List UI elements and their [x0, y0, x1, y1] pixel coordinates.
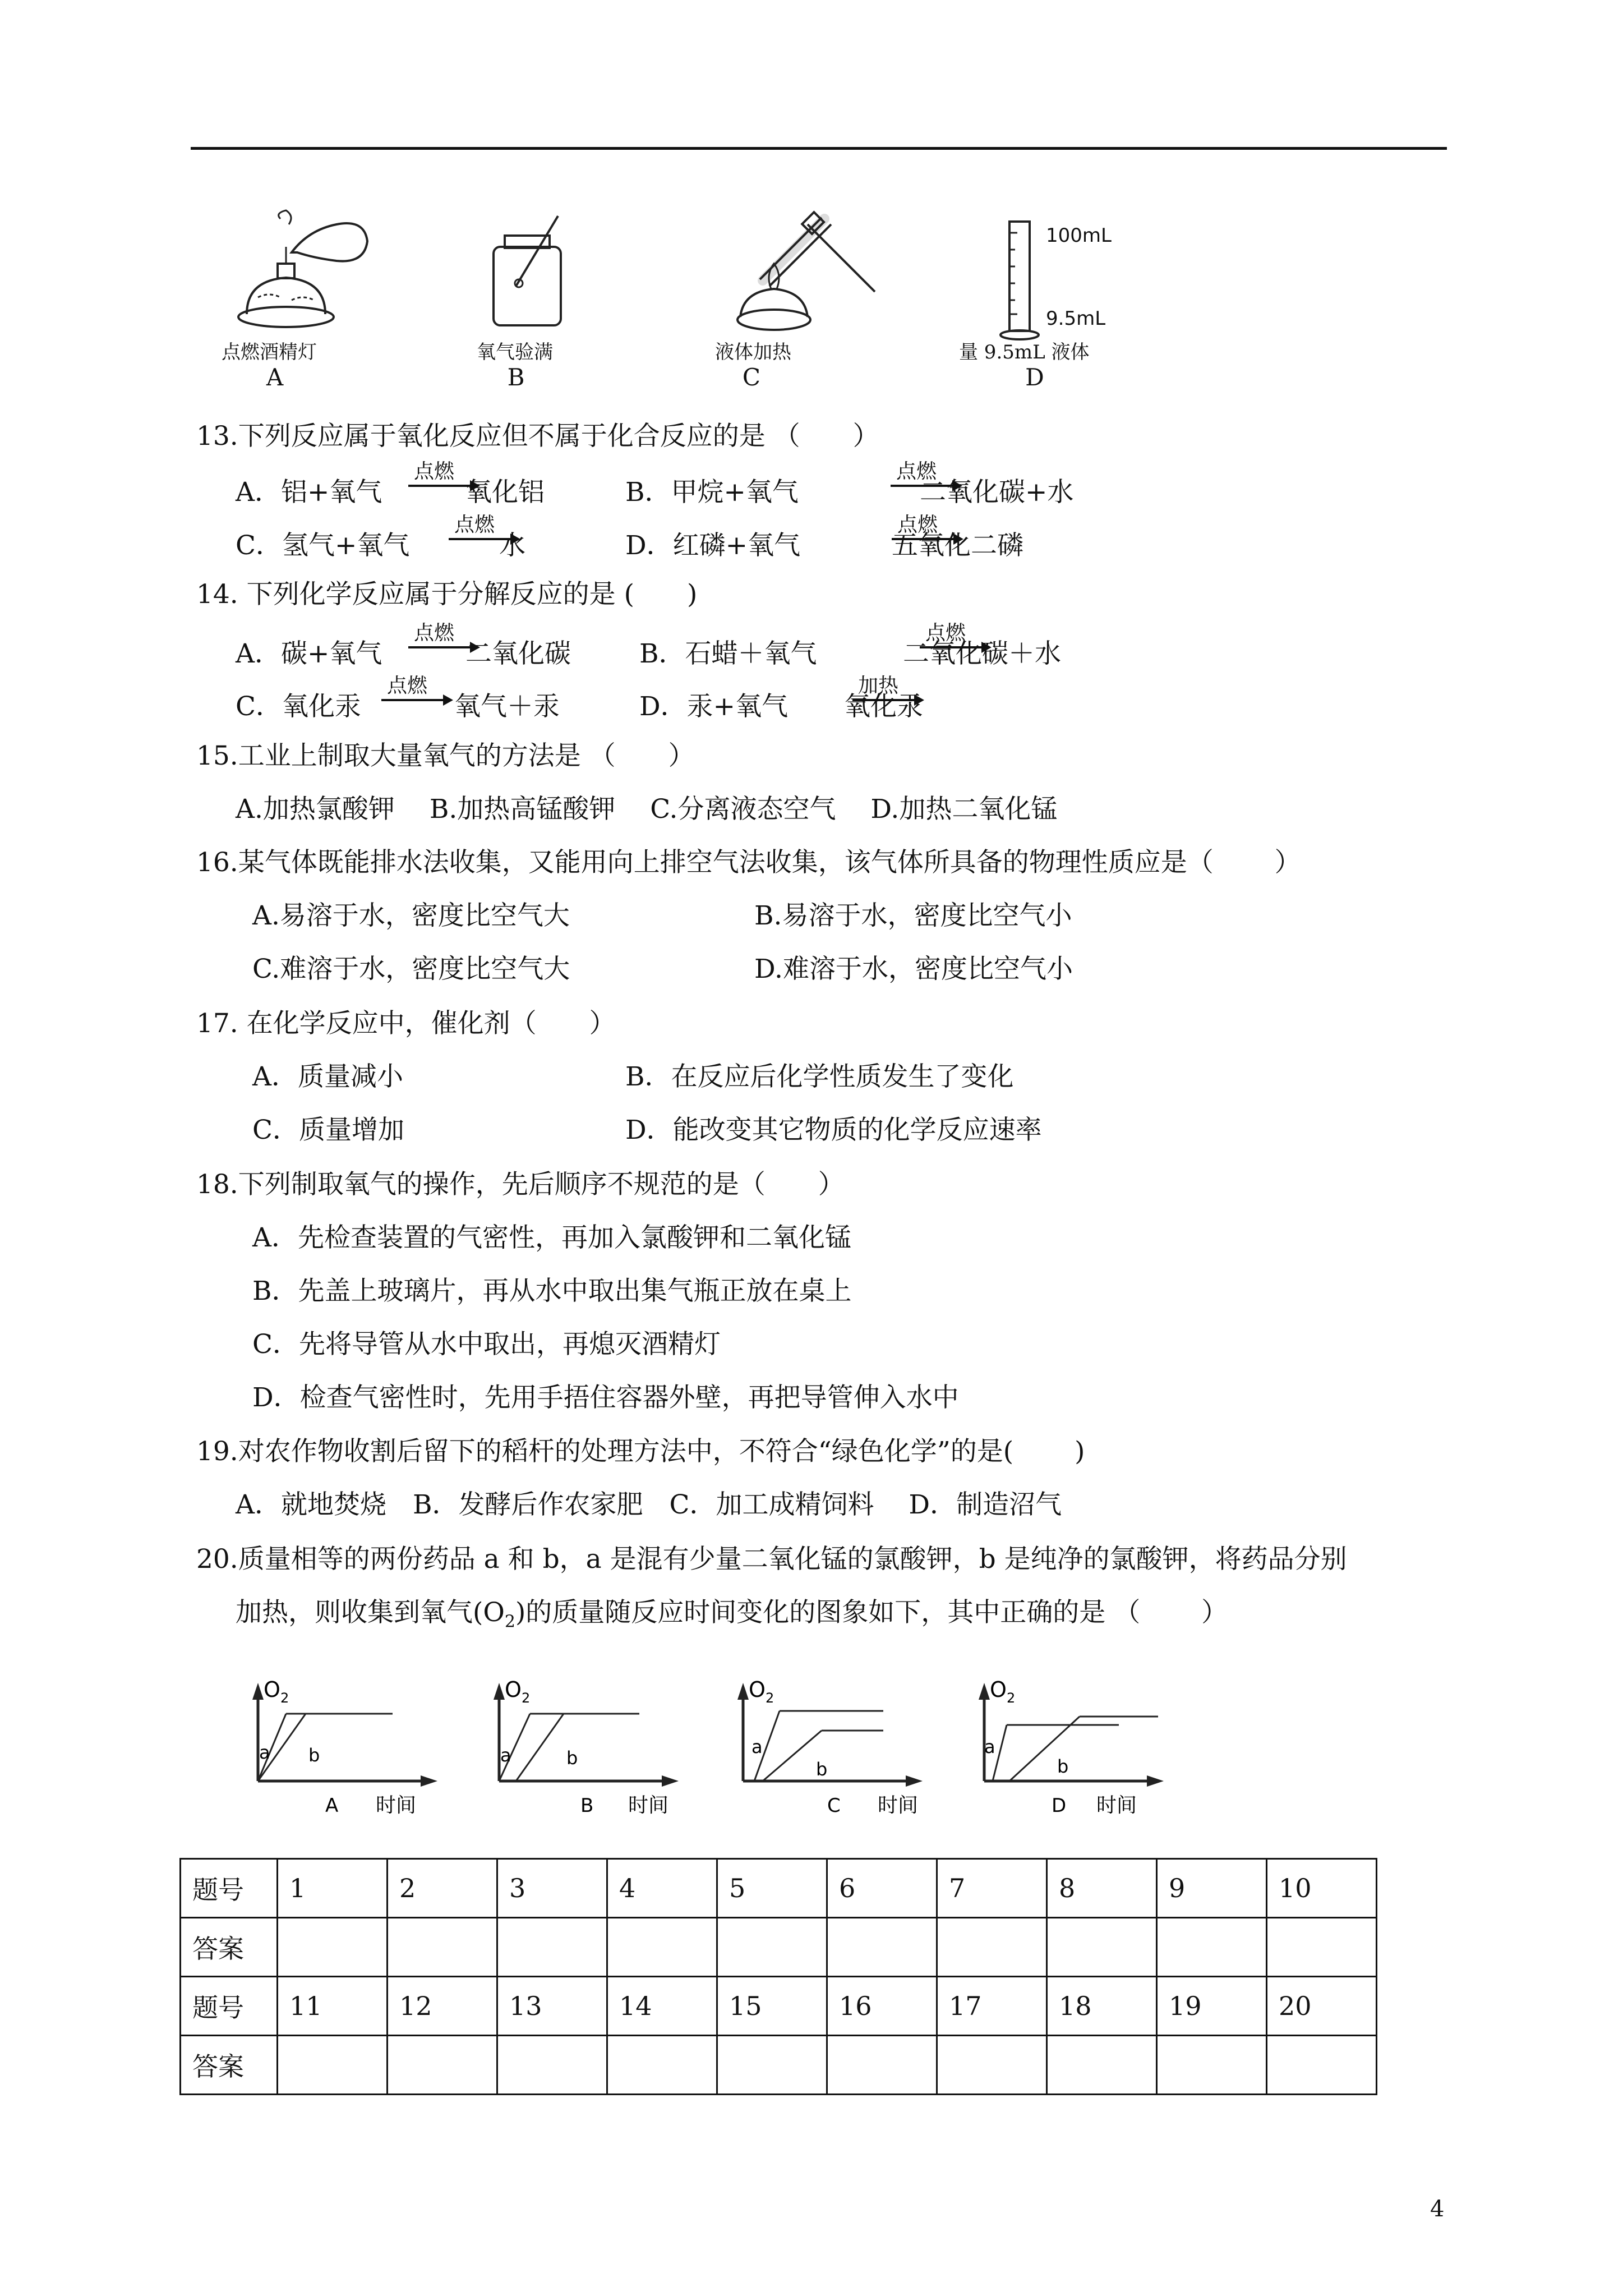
table-cell: 4 [607, 1859, 717, 1918]
answer-cell[interactable] [937, 2036, 1047, 2095]
q13-c-right: 水 [499, 530, 525, 561]
caption-a: 点燃酒精灯 [222, 341, 317, 364]
table-cell: 17 [937, 1977, 1047, 2036]
graph-d [973, 1677, 1186, 1823]
answer-cell[interactable] [1267, 2036, 1377, 2095]
graph-a-x-label: 时间 [376, 1794, 417, 1817]
q14-c-arrow [381, 675, 454, 709]
graph-c-x-label: 时间 [878, 1794, 919, 1817]
q16-option-a: A.易溶于水，密度比空气大 [252, 900, 570, 931]
table-cell: 12 [388, 1977, 497, 2036]
q18-option-a: A．先检查装置的气密性，再加入氯酸钾和二氧化锰 [252, 1222, 851, 1253]
table-cell: 1 [278, 1859, 388, 1918]
answer-cell[interactable] [388, 1918, 497, 1977]
oxygen-check-figure [482, 213, 578, 331]
table-row [181, 1977, 1377, 2036]
graph-c-letter: C [827, 1795, 841, 1817]
answer-cell[interactable] [1047, 2036, 1157, 2095]
q17-stem: 17. 在化学反应中，催化剂（ ） [196, 1008, 616, 1039]
q19-options: A．就地焚烧 B．发酵后作农家肥 C．加工成精饲料 D．制造沼气 [236, 1489, 1062, 1520]
header-rule [191, 147, 1447, 150]
q19-stem: 19.对农作物收割后留下的稻杆的处理方法中，不符合“绿色化学”的是( ) [196, 1436, 1085, 1467]
q13-a-condition: 点燃 [414, 460, 455, 483]
caption-c: 液体加热 [715, 341, 791, 364]
graph-c-y-label: O [749, 1677, 766, 1702]
graph-d-curve-b: b [1057, 1756, 1069, 1777]
table-header-cell: 题号 [181, 1859, 278, 1918]
graph-a [247, 1677, 460, 1823]
page-number: 4 [1430, 2196, 1445, 2222]
graph-b-y-label: O [505, 1677, 522, 1702]
q18-stem: 18.下列制取氧气的操作，先后顺序不规范的是（ ） [196, 1169, 845, 1200]
table-cell: 18 [1047, 1977, 1157, 2036]
q14-b-left: B．石蜡＋氧气 [639, 638, 817, 669]
q13-c-condition: 点燃 [454, 513, 495, 536]
answer-cell[interactable] [388, 2036, 497, 2095]
q16-stem: 16.某气体既能排水法收集，又能用向上排空气法收集，该气体所具备的物理性质应是（ ） [196, 847, 1301, 878]
q17-option-b: B．在反应后化学性质发生了变化 [625, 1061, 1014, 1092]
table-cell: 5 [717, 1859, 827, 1918]
answer-cell[interactable] [1267, 1918, 1377, 1977]
liquid-heating-figure [723, 208, 880, 337]
answer-cell[interactable] [1047, 1918, 1157, 1977]
graph-a-curve-b: b [308, 1745, 320, 1766]
table-cell: 3 [497, 1859, 607, 1918]
table-cell: 9 [1157, 1859, 1267, 1918]
q14-b-right: 二氧化碳＋水 [903, 638, 1061, 669]
graph-d-y-sub: 2 [1007, 1690, 1016, 1706]
q13-b-right: 二氧化碳+水 [920, 477, 1074, 508]
graph-a-letter: A [325, 1795, 339, 1817]
answer-cell[interactable] [1157, 2036, 1267, 2095]
q14-c-right: 氧气＋汞 [454, 691, 560, 722]
q13-d-left: D．红磷+氧气 [625, 530, 801, 561]
table-cell: 7 [937, 1859, 1047, 1918]
q20-line1: 20.质量相等的两份药品 a 和 b，a 是混有少量二氧化锰的氯酸钾，b 是纯净的氯酸钾，将药品分别 [196, 1544, 1347, 1575]
q18-option-b: B．先盖上玻璃片，再从水中取出集气瓶正放在桌上 [252, 1276, 852, 1306]
graph-c-curve-a: a [751, 1736, 763, 1757]
q17-option-a: A．质量减小 [252, 1061, 403, 1092]
graph-c-curve-b: b [816, 1759, 828, 1780]
q16-option-b: B.易溶于水，密度比空气小 [754, 900, 1072, 931]
q13-d-condition: 点燃 [897, 513, 938, 536]
table-cell: 13 [497, 1977, 607, 2036]
table-cell: 14 [607, 1977, 717, 2036]
graph-b [488, 1677, 701, 1823]
graph-d-y-label: O [990, 1677, 1007, 1702]
graph-a-curve-a: a [259, 1742, 270, 1763]
answer-table [179, 1858, 1377, 2095]
answer-cell[interactable] [1157, 1918, 1267, 1977]
graph-b-curve-a: a [500, 1745, 511, 1766]
q14-c-left: C．氧化汞 [236, 691, 361, 722]
answer-cell[interactable] [827, 2036, 937, 2095]
letter-a: A [266, 364, 284, 391]
q14-d-condition: 加热 [858, 674, 899, 697]
cylinder-mark-top: 100mL [1046, 224, 1112, 247]
answer-cell[interactable] [717, 2036, 827, 2095]
answer-cell[interactable] [497, 1918, 607, 1977]
table-header-cell: 答案 [181, 1918, 278, 1977]
q14-a-condition: 点燃 [414, 622, 455, 645]
caption-b: 氧气验满 [477, 341, 553, 364]
table-header-cell: 题号 [181, 1977, 278, 2036]
graph-d-letter: D [1052, 1795, 1067, 1817]
answer-cell[interactable] [827, 1918, 937, 1977]
q20-line2-pre: 加热，则收集到氧气(O [236, 1597, 505, 1628]
q15-options: A.加热氯酸钾 B.加热高锰酸钾 C.分离液态空气 D.加热二氧化锰 [236, 794, 1058, 825]
q13-c-left: C．氢气+氧气 [236, 530, 410, 561]
caption-d: 量 9.5mL 液体 [959, 341, 1090, 364]
graph-d-curve-a: a [984, 1736, 995, 1757]
graduated-cylinder-figure [998, 216, 1043, 345]
q20-line2-sub: 2 [504, 1612, 515, 1632]
q14-a-right: 二氧化碳 [465, 638, 571, 669]
table-cell: 6 [827, 1859, 937, 1918]
table-cell: 11 [278, 1977, 388, 2036]
letter-b: B [507, 364, 525, 391]
q18-option-d: D．检查气密性时，先用手捂住容器外壁，再把导管伸入水中 [252, 1382, 959, 1413]
table-cell: 10 [1267, 1859, 1377, 1918]
answer-cell[interactable] [717, 1918, 827, 1977]
q13-b-condition: 点燃 [896, 460, 937, 483]
alcohol-lamp-lighting-figure [224, 208, 376, 337]
table-cell: 2 [388, 1859, 497, 1918]
q13-a-left: A．铝+氧气 [236, 477, 382, 508]
q16-option-c: C.难溶于水，密度比空气大 [252, 954, 570, 984]
q13-stem: 13.下列反应属于氧化反应但不属于化合反应的是 （ ） [196, 421, 879, 452]
table-cell: 16 [827, 1977, 937, 2036]
q13-b-left: B．甲烷+氧气 [625, 477, 799, 508]
table-row [181, 1918, 1377, 1977]
graph-d-x-label: 时间 [1096, 1794, 1137, 1817]
table-cell: 20 [1267, 1977, 1377, 2036]
q13-a-right: 氧化铝 [465, 477, 545, 508]
q14-c-condition: 点燃 [387, 674, 428, 697]
q14-b-condition: 点燃 [925, 622, 966, 645]
answer-cell[interactable] [607, 2036, 717, 2095]
q18-option-c: C．先将导管从水中取出，再熄灭酒精灯 [252, 1329, 721, 1360]
q17-option-c: C．质量增加 [252, 1115, 404, 1145]
graph-c [732, 1677, 945, 1823]
graph-b-y-sub: 2 [522, 1690, 531, 1706]
table-row [181, 1859, 1377, 1918]
q15-stem: 15.工业上制取大量氧气的方法是 （ ） [196, 740, 695, 771]
q14-d-right: 氧化汞 [844, 691, 923, 722]
graph-a-y-sub: 2 [280, 1690, 289, 1706]
table-row [181, 2036, 1377, 2095]
graph-b-x-label: 时间 [628, 1794, 669, 1817]
q17-option-d: D．能改变其它物质的化学反应速率 [625, 1115, 1042, 1145]
table-cell: 19 [1157, 1977, 1267, 2036]
answer-cell[interactable] [278, 1918, 388, 1977]
answer-cell[interactable] [937, 1918, 1047, 1977]
q20-line2-post: )的质量随反应时间变化的图象如下，其中正确的是 （ ） [515, 1597, 1228, 1628]
letter-c: C [742, 364, 761, 391]
answer-cell[interactable] [607, 1918, 717, 1977]
q16-option-d: D.难溶于水，密度比空气小 [754, 954, 1073, 984]
table-header-cell: 答案 [181, 2036, 278, 2095]
answer-cell[interactable] [278, 2036, 388, 2095]
table-cell: 8 [1047, 1859, 1157, 1918]
graph-b-curve-b: b [566, 1747, 578, 1769]
q13-d-right: 五氧化二磷 [892, 530, 1023, 561]
graph-b-letter: B [580, 1795, 594, 1817]
cylinder-mark-bottom: 9.5mL [1046, 307, 1106, 330]
table-cell: 15 [717, 1977, 827, 2036]
q20-line2 [236, 1596, 1228, 1639]
q14-d-left: D．汞+氧气 [639, 691, 789, 722]
answer-cell[interactable] [497, 2036, 607, 2095]
letter-d: D [1025, 364, 1044, 391]
q14-stem: 14. 下列化学反应属于分解反应的是 ( ) [196, 579, 698, 610]
graph-c-y-sub: 2 [766, 1690, 774, 1706]
graph-a-y-label: O [264, 1677, 280, 1702]
q14-a-left: A．碳+氧气 [236, 638, 382, 669]
